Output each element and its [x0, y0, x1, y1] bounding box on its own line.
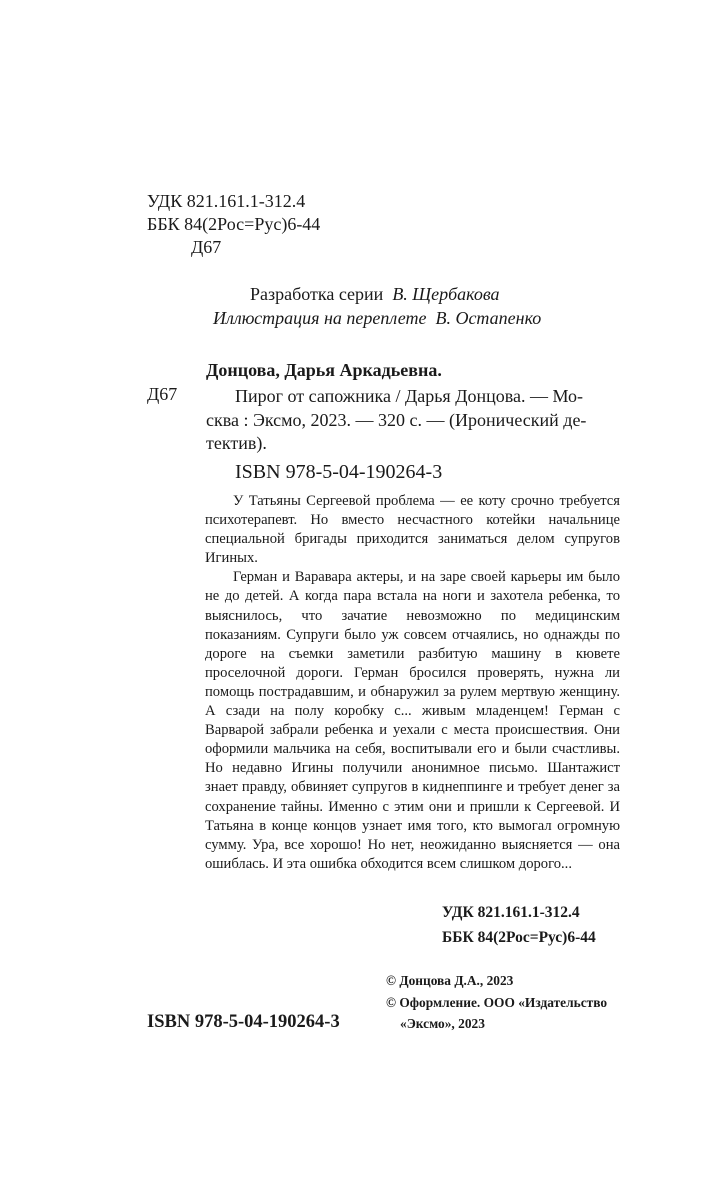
udk-code: УДК 821.161.1-312.4: [147, 191, 306, 211]
author-mark: Д67: [191, 237, 222, 257]
isbn-main: ISBN 978-5-04-190264-3: [235, 461, 443, 483]
series-credit-person: В. Щербакова: [392, 284, 500, 304]
cover-credit-person: В. Остапенко: [435, 308, 542, 328]
bbk-code: ББК 84(2Рос=Рус)6-44: [147, 214, 321, 234]
bib-line-3: тектив).: [206, 433, 267, 453]
annotation-paragraph: Герман и Варавара актеры, и на заре своей карьеры им было не до детей. А когда пара встала на ноги и захотела ребенка, то выяснилось, что зачатие невозможно по медицинским показаниям. Супруги было уж совсем отчаялись, но однажды по дороге на съемки заметили разбитую машину в кювете проселочной дороги. Герман бросился проверять, нужна ли помощь пострадавшим, и обнаружил за рулем мертвую женщину. А сзади на полу коробку с... живым младенцем! Герман с Варварой забрали ребенка и уехали с места происшествия. Они оформили мальчика на себя, воспитывали его и были счастливы. Но недавно Игины получили анонимное письмо. Шантажист знает правду, обвиняет супругов в киднеппинге и требует денег за сохранение тайны. Именно с этим они и пришли к Сергеевой. И Татьяна в конце концов узнает имя того, кто вымогал огромную сумму. Ура, все хорошо! Но нет, неожиданно выясняется — она ошиблась. И эта ошибка обходится всем слишком дорого...: [205, 569, 620, 872]
series-credit-label: Разработка серии: [250, 284, 384, 304]
copyright-design: © Оформление. ООО «Издательство: [386, 995, 608, 1010]
author-heading: Донцова, Дарья Аркадьевна.: [206, 360, 442, 380]
bottom-udk: УДК 821.161.1-312.4: [442, 904, 580, 921]
bottom-bbk: ББК 84(2Рос=Рус)6-44: [442, 929, 596, 946]
bib-line-1: Пирог от сапожника / Дарья Донцова. — Мо-: [235, 386, 584, 406]
annotation: [205, 492, 620, 874]
cover-credit: [213, 306, 541, 330]
copyright-author: © Донцова Д.А., 2023: [386, 973, 514, 988]
series-credit: [250, 282, 500, 306]
annotation-paragraph: У Татьяны Сергеевой проблема — ее коту срочно требуется психотерапевт. Но вместо несчастного котейки начальнице специальной бригады приходится заниматься делом супругов Игиных.: [205, 493, 620, 567]
copyright-design-cont: «Эксмо», 2023: [400, 1016, 485, 1031]
cover-credit-label: Иллюстрация на переплете: [213, 308, 427, 328]
isbn-bottom: ISBN 978-5-04-190264-3: [147, 1012, 340, 1032]
bib-code: Д67: [147, 384, 178, 404]
bib-line-2: сква : Эксмо, 2023. — 320 с. — (Иронический де-: [206, 410, 587, 430]
